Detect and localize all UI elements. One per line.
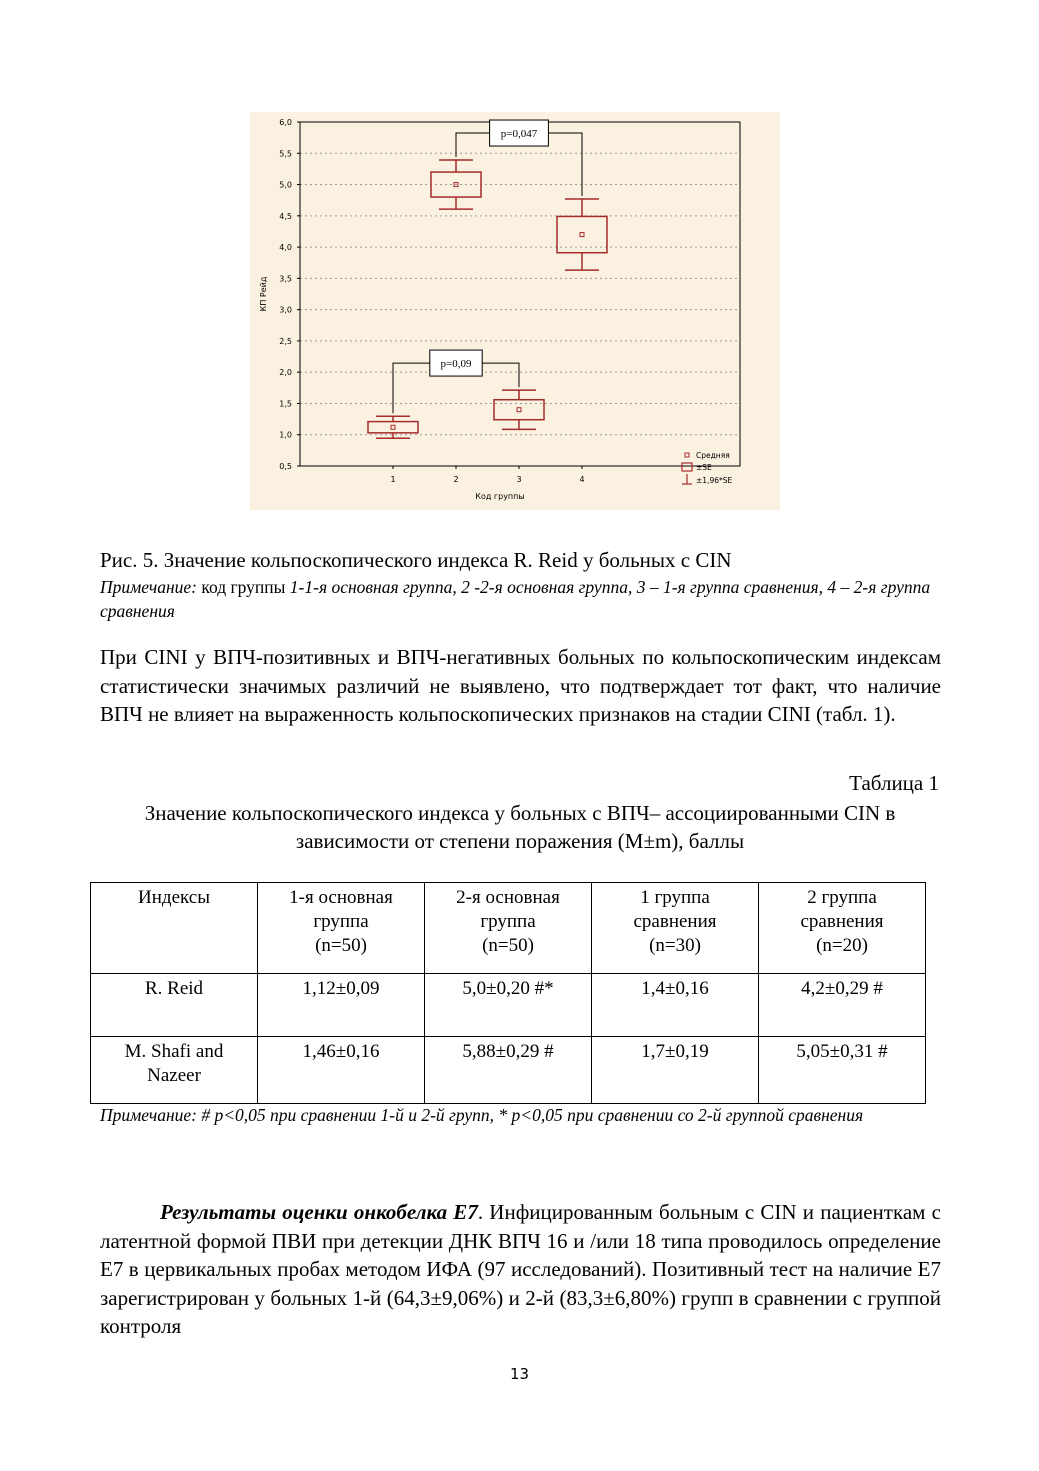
y-tick-label: 4,0 [279, 243, 292, 253]
paragraph-lead: Результаты оценки онкобелка Е7 [160, 1200, 478, 1224]
x-tick-label: 2 [453, 475, 459, 484]
y-tick-label: 5,5 [279, 149, 292, 159]
header-cell-indices: Индексы [91, 883, 258, 974]
y-tick-label: 0,5 [279, 462, 292, 471]
table-row [91, 974, 926, 1037]
figure-note-mid: код группы [196, 577, 290, 597]
header-cell-group3: 1 группа сравнения (n=30) [592, 883, 759, 974]
box-plot-figure [250, 112, 780, 510]
table-title: Значение кольпоскопического индекса у больных с ВПЧ– ассоциированными CIN в зависимости от степени поражения (M±m), баллы [144, 801, 896, 853]
table-header-row [91, 883, 926, 974]
mean-marker [391, 425, 395, 429]
y-tick-label: 1,5 [279, 399, 292, 409]
y-tick-label: 5,0 [279, 180, 292, 190]
mean-marker [580, 233, 584, 237]
page-number: 13 [509, 1365, 530, 1383]
x-tick-label: 4 [579, 475, 585, 484]
header-cell-group4: 2 группа сравнения (n=20) [759, 883, 926, 974]
legend-mean-marker [685, 453, 689, 457]
x-tick-label: 1 [390, 475, 396, 484]
row-index-label: R. Reid [91, 974, 258, 1037]
paragraph-cini: При CINI у ВПЧ-позитивных и ВПЧ-негативных больных по кольпоскопическим индексам статистически значимых различий не выявлено, что подтверждает тот факт, что наличие ВПЧ не влияет на выраженность кольпоскопических признаков на стадии CINI (табл. 1). [100, 645, 941, 726]
table-row [91, 1037, 926, 1104]
y-tick-label: 3,0 [279, 305, 292, 315]
table-cell: 5,0±0,20 #* [425, 974, 592, 1037]
y-tick-label: 2,0 [279, 368, 292, 378]
table-note: Примечание: # p<0,05 при сравнении 1-й и 2-й групп, * p<0,05 при сравнении со 2-й группой сравнения [100, 1105, 864, 1125]
legend-se-box [682, 463, 692, 471]
y-tick-label: 6,0 [279, 118, 292, 127]
paragraph-body: . Инфицированным больным с CIN и пациенткам с латентной формой ПВИ при детекции ДНК ВПЧ 16 и /или 18 типа проводилось определение Е7 в цервикальных пробах методом ИФА (97 исследований). Позитивный тест на наличие Е7 зарегистрирован у больных 1-й (64,3±9,06%) и 2-й (83,3±6,80%) групп в сравнении с группой контроля [100, 1200, 941, 1338]
y-tick-label: 2,5 [279, 336, 292, 346]
table-number: Таблица 1 [849, 771, 939, 795]
p-value-label: p=0,047 [500, 128, 538, 141]
y-tick-label: 3,5 [279, 274, 292, 284]
figure-note-label: Примечание: [100, 577, 197, 597]
table-cell: 5,05±0,31 # [759, 1037, 926, 1104]
table-cell: 4,2±0,29 # [759, 974, 926, 1037]
y-tick-label: 1,0 [279, 430, 292, 440]
figure-caption: Рис. 5. Значение кольпоскопического индекса R. Reid у больных с CIN [100, 548, 732, 572]
se-box [557, 216, 607, 252]
se-box [368, 422, 418, 433]
mean-marker [517, 408, 521, 412]
table-cell: 1,4±0,16 [592, 974, 759, 1037]
table-cell: 5,88±0,29 # [425, 1037, 592, 1104]
legend-label: ±SE [696, 463, 712, 472]
legend-label: Средняя [696, 451, 730, 460]
plot-frame [300, 122, 740, 466]
figure-note-body: 1-1-я основная группа, 2 -2-я основная группа, 3 – 1-я группа сравнения, 4 – 2-я группа сравнения [100, 577, 931, 621]
paragraph-e7-results [100, 1198, 941, 1341]
se-box [494, 400, 544, 420]
legend-label: ±1,96*SE [696, 476, 733, 485]
header-cell-group1: 1-я основная группа (n=50) [258, 883, 425, 974]
box-plot-chart [250, 112, 780, 510]
p-value-label: p=0,09 [440, 358, 472, 371]
y-tick-label: 4,5 [279, 211, 292, 221]
x-tick-label: 3 [516, 475, 522, 484]
table-cell: 1,7±0,19 [592, 1037, 759, 1104]
y-axis-label: КП Рейд [259, 276, 268, 312]
table-cell: 1,12±0,09 [258, 974, 425, 1037]
figure-note [100, 575, 940, 623]
header-cell-group2: 2-я основная группа (n=50) [425, 883, 592, 974]
row-index-label: M. Shafi and Nazeer [91, 1037, 258, 1104]
table-cell: 1,46±0,16 [258, 1037, 425, 1104]
colposcopy-index-table [90, 882, 926, 1104]
x-axis-label: Код группы [475, 492, 525, 501]
